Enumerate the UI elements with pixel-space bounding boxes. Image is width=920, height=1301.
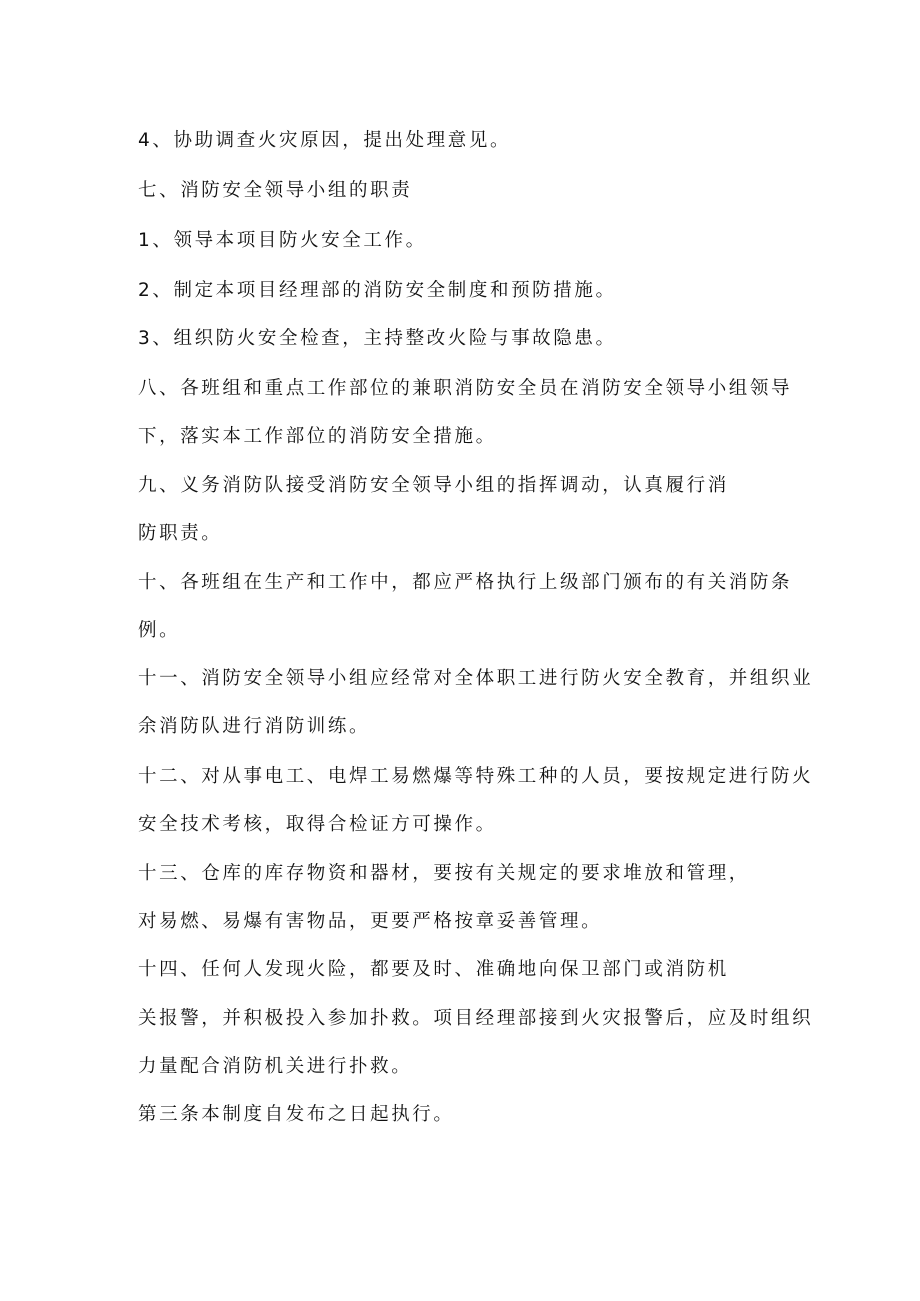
text-line: 2、制定本项目经理部的消防安全制度和预防措施。 — [138, 280, 617, 301]
text-line: 十二、对从事电工、电焊工易燃爆等特殊工种的人员，要按规定进行防火 — [138, 766, 814, 787]
text-line: 第三条本制度自发布之日起执行。 — [138, 1104, 455, 1125]
text-line: 对易燃、易爆有害物品，更要严格按章妥善管理。 — [138, 911, 603, 932]
text-line: 关报警，并积极投入参加扑救。项目经理部接到火灾报警后，应及时组织 — [138, 1008, 814, 1029]
text-line: 下，落实本工作部位的消防安全措施。 — [138, 426, 497, 447]
text-line: 十三、仓库的库存物资和器材，要按有关规定的要求堆放和管理， — [138, 863, 750, 884]
text-line: 防职责。 — [138, 523, 223, 544]
text-line: 余消防队进行消防训练。 — [138, 716, 371, 737]
text-line: 十、各班组在生产和工作中，都应严格执行上级部门颁布的有关消防条 — [138, 572, 793, 593]
text-line: 八、各班组和重点工作部位的兼职消防安全员在消防安全领导小组领导 — [138, 378, 793, 399]
text-line: 七、消防安全领导小组的职责 — [138, 180, 413, 201]
text-line: 九、义务消防队接受消防安全领导小组的指挥调动，认真履行消 — [138, 475, 729, 496]
text-line: 3、组织防火安全检查，主持整改火险与事故隐患。 — [138, 328, 617, 349]
text-line: 4、协助调查火灾原因，提出处理意见。 — [138, 130, 512, 151]
text-line: 1、领导本项目防火安全工作。 — [138, 230, 427, 251]
text-line: 十一、消防安全领导小组应经常对全体职工进行防火安全教育，并组织业 — [138, 668, 814, 689]
text-line: 十四、任何人发现火险，都要及时、准确地向保卫部门或消防机 — [138, 959, 729, 980]
text-line: 安全技术考核，取得合检证方可操作。 — [138, 814, 497, 835]
text-line: 力量配合消防机关进行扑救。 — [138, 1056, 413, 1077]
text-line: 例。 — [138, 620, 181, 641]
